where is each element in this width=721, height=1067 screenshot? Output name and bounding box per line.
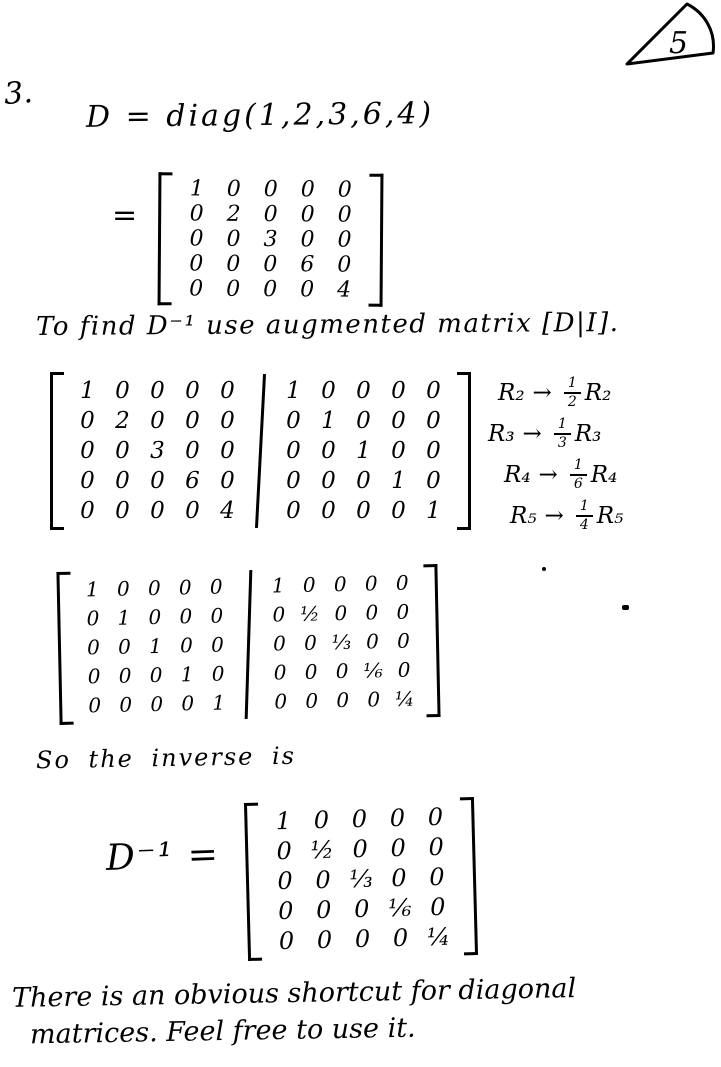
matrix-cell: 0 <box>364 571 378 596</box>
matrix-cell: 0 <box>392 923 409 953</box>
matrix-cell: 0 <box>150 468 165 494</box>
matrix-cell: 0 <box>118 663 132 688</box>
matrix-cell: 0 <box>427 802 444 832</box>
matrix-cell: 0 <box>189 251 204 277</box>
matrix-cell: 0 <box>150 691 164 717</box>
matrix-cell: 1 <box>148 633 163 659</box>
matrix-cell: 0 <box>278 926 295 956</box>
row-op-target: R₅ <box>510 502 537 529</box>
matrix-row <box>70 466 245 496</box>
row-operation <box>504 454 623 495</box>
augmented-right-grid <box>270 372 457 530</box>
ink-dot <box>622 605 629 610</box>
matrix-cell: 0 <box>80 498 95 524</box>
matrix-cell: 4 <box>337 277 352 303</box>
matrix-cell: 0 <box>300 227 315 253</box>
matrix-cell: 1 <box>212 690 226 715</box>
matrix-cell: 0 <box>220 378 235 404</box>
row-operation <box>498 372 623 413</box>
matrix-cell: 0 <box>426 408 441 434</box>
matrix-cell: 0 <box>389 803 406 833</box>
matrix-d-grid <box>172 172 370 306</box>
matrix-cell: 0 <box>226 176 241 202</box>
matrix-cell: 0 <box>304 659 318 684</box>
matrix-cell: 0 <box>150 408 165 434</box>
matrix-cell: 0 <box>226 276 241 302</box>
matrix-row <box>78 659 234 691</box>
matrix-row <box>266 892 457 927</box>
arrow-icon: → <box>538 461 558 488</box>
matrix-cell: 0 <box>365 600 379 625</box>
matrix-cell: 1 <box>189 176 204 202</box>
page-number: 5 <box>669 26 689 61</box>
matrix-cell: 0 <box>185 408 200 434</box>
matrix-cell: 0 <box>429 892 446 922</box>
matrix-cell: ¼ <box>426 922 451 952</box>
matrix-cell: 3 <box>263 226 278 253</box>
augmented-matrix-reduced <box>56 564 440 725</box>
fraction-numerator: 1 <box>564 376 581 394</box>
row-op-source: R₂ <box>584 379 612 406</box>
matrix-cell: 1 <box>275 806 292 836</box>
matrix-cell: 0 <box>300 177 315 203</box>
conclusion-line: So the inverse is <box>35 741 297 775</box>
matrix-cell: 3 <box>150 438 165 464</box>
fraction-denominator: 4 <box>579 516 589 533</box>
matrix-cell: 0 <box>426 468 441 494</box>
matrix-cell: 0 <box>147 575 161 601</box>
right-bracket <box>457 372 471 530</box>
matrix-cell: 0 <box>210 632 225 657</box>
matrix-cell: 0 <box>185 378 200 404</box>
matrix-d-inverse-grid <box>258 797 464 960</box>
matrix-cell: 0 <box>354 924 371 954</box>
matrix-cell: 2 <box>115 408 130 434</box>
matrix-cell: 0 <box>356 408 371 434</box>
matrix-row <box>264 802 455 837</box>
matrix-cell: 0 <box>179 633 194 658</box>
problem-number: 3. <box>2 75 34 112</box>
matrix-cell: 0 <box>276 836 293 866</box>
matrix-cell: 0 <box>210 603 224 628</box>
matrix-cell: 0 <box>263 251 278 278</box>
matrix-cell: 0 <box>226 251 241 277</box>
matrix-row <box>178 251 363 277</box>
augment-divider <box>255 374 266 528</box>
matrix-row <box>70 496 245 526</box>
matrix-cell: 0 <box>356 468 371 494</box>
augmented-left-grid <box>64 372 251 530</box>
matrix-row <box>262 568 418 600</box>
matrix-row <box>276 406 451 436</box>
matrix-cell: 0 <box>335 658 349 684</box>
definition-line: D = diag(1,2,3,6,4) <box>85 96 435 135</box>
matrix-cell: 0 <box>395 570 409 595</box>
matrix-cell: 0 <box>274 689 288 714</box>
matrix-cell: 0 <box>365 629 380 654</box>
matrix-cell: 1 <box>356 438 371 464</box>
matrix-cell: 0 <box>86 635 101 660</box>
row-operation <box>488 413 623 454</box>
matrix-d-inverse <box>244 797 478 961</box>
matrix-cell: 0 <box>426 378 441 404</box>
matrix-cell: 0 <box>115 378 130 404</box>
matrix-cell: 0 <box>336 687 350 713</box>
matrix-cell: 2 <box>226 201 241 227</box>
matrix-row <box>70 436 245 466</box>
fraction-numerator: 1 <box>554 417 571 435</box>
matrix-cell: 0 <box>321 498 336 524</box>
matrix-d <box>158 172 384 307</box>
matrix-cell: 0 <box>286 408 301 434</box>
row-op-source: R₃ <box>574 420 602 447</box>
matrix-cell: 0 <box>356 378 371 404</box>
matrix-cell: 0 <box>391 378 406 404</box>
reduced-left-grid <box>70 568 240 724</box>
matrix-cell: 0 <box>321 438 336 464</box>
matrix-cell: 0 <box>277 866 294 896</box>
matrix-cell: 0 <box>333 571 347 597</box>
matrix-cell: 0 <box>356 498 371 524</box>
matrix-cell: 0 <box>353 894 370 924</box>
matrix-cell: 0 <box>351 804 368 834</box>
matrix-cell: 0 <box>115 498 130 524</box>
matrix-cell: 0 <box>263 201 278 228</box>
matrix-cell: 0 <box>396 599 410 624</box>
matrix-cell: 0 <box>391 438 406 464</box>
matrix-cell: 0 <box>220 408 235 434</box>
matrix-row <box>178 176 363 202</box>
matrix-cell: 0 <box>88 693 102 718</box>
matrix-cell: 0 <box>272 631 287 656</box>
row-op-source: R₄ <box>590 461 618 488</box>
fraction <box>554 417 571 450</box>
matrix-cell: 0 <box>80 438 95 464</box>
matrix-cell: 0 <box>115 438 130 464</box>
matrix-cell: 0 <box>391 408 406 434</box>
row-operations <box>488 372 623 536</box>
matrix-cell: 0 <box>426 438 441 464</box>
matrix-row <box>70 376 245 406</box>
matrix-cell: 0 <box>428 862 445 892</box>
matrix-cell: 0 <box>286 438 301 464</box>
matrix-cell: 0 <box>321 378 336 404</box>
matrix-cell: 0 <box>303 630 318 655</box>
matrix-cell: ⅙ <box>387 893 412 923</box>
row-op-target: R₂ <box>498 379 525 406</box>
matrix-cell: 1 <box>117 605 131 630</box>
matrix-cell: 0 <box>117 634 132 659</box>
matrix-row <box>178 201 363 227</box>
matrix-cell: 0 <box>321 468 336 494</box>
page-number-corner <box>617 0 721 78</box>
matrix-row <box>79 688 235 720</box>
matrix-cell: 0 <box>315 865 332 895</box>
matrix-cell: 0 <box>315 895 332 925</box>
matrix-cell: 1 <box>286 378 301 404</box>
matrix-cell: 0 <box>286 498 301 524</box>
matrix-cell: 0 <box>185 438 200 464</box>
matrix-row <box>264 626 420 658</box>
matrix-cell: 0 <box>189 226 204 252</box>
fraction <box>576 499 593 532</box>
matrix-cell: 0 <box>115 468 130 494</box>
matrix-cell: 0 <box>220 468 235 494</box>
matrix-row <box>276 466 451 496</box>
matrix-cell: 0 <box>367 687 381 712</box>
matrix-cell: ⅙ <box>363 658 384 683</box>
matrix-cell: 0 <box>334 600 348 626</box>
matrix-cell: 0 <box>300 202 315 228</box>
matrix-cell: 1 <box>271 573 285 598</box>
matrix-row <box>77 572 233 604</box>
matrix-cell: 1 <box>391 468 406 494</box>
matrix-row <box>265 684 421 716</box>
matrix-cell: 0 <box>226 226 241 252</box>
matrix-cell: 0 <box>209 574 223 599</box>
augmented-matrix-start <box>50 372 471 530</box>
matrix-cell: 1 <box>85 577 99 602</box>
matrix-cell: 0 <box>220 438 235 464</box>
fraction-numerator: 1 <box>570 458 587 476</box>
matrix-cell: 0 <box>189 276 204 302</box>
matrix-cell: 0 <box>286 468 301 494</box>
matrix-cell: ½ <box>299 601 320 626</box>
matrix-row <box>267 921 458 956</box>
matrix-cell: 6 <box>300 252 315 278</box>
right-bracket <box>460 797 478 955</box>
matrix-cell: 0 <box>337 227 352 253</box>
matrix-cell: 1 <box>426 498 441 524</box>
fraction-denominator: 3 <box>557 434 567 451</box>
right-bracket <box>369 174 384 307</box>
fraction-denominator: 2 <box>567 393 577 410</box>
ink-dot <box>542 567 546 571</box>
matrix-cell: 0 <box>305 688 319 713</box>
fraction-numerator: 1 <box>576 499 593 517</box>
matrix-row <box>276 436 451 466</box>
matrix-cell: 0 <box>181 691 195 716</box>
matrix-cell: 0 <box>86 606 100 631</box>
matrix-cell: 0 <box>263 176 278 203</box>
matrix-cell: 0 <box>178 575 192 600</box>
matrix-row <box>178 276 363 302</box>
matrix-row <box>178 226 363 252</box>
row-op-target: R₃ <box>488 420 515 447</box>
right-bracket <box>423 564 440 717</box>
matrix-row <box>78 630 234 662</box>
matrix-cell: 0 <box>272 602 286 627</box>
matrix-cell: 0 <box>352 834 369 864</box>
matrix-cell: 0 <box>149 662 163 688</box>
matrix-cell: 0 <box>300 277 315 303</box>
matrix-row <box>77 601 233 633</box>
matrix-cell: 0 <box>337 202 352 228</box>
matrix-cell: 0 <box>185 498 200 524</box>
matrix-cell: 0 <box>396 628 411 653</box>
equals-sign: = <box>112 198 138 233</box>
row-op-source: R₅ <box>596 502 624 529</box>
matrix-cell: 0 <box>391 498 406 524</box>
matrix-cell: ⅓ <box>348 864 373 894</box>
matrix-cell: 4 <box>220 498 235 524</box>
footer-note-line2: matrices. Feel free to use it. <box>29 1012 416 1051</box>
matrix-cell: 0 <box>179 604 193 629</box>
row-op-target: R₄ <box>504 461 531 488</box>
matrix-row <box>265 832 456 867</box>
footer-note-line1: There is an obvious shortcut for diagonal <box>11 973 577 1014</box>
matrix-row <box>70 406 245 436</box>
matrix-cell: 6 <box>185 468 200 494</box>
matrix-cell: 0 <box>313 805 330 835</box>
matrix-cell: 0 <box>150 378 165 404</box>
inverse-label: D⁻¹ = <box>105 834 221 879</box>
matrix-cell: 0 <box>150 498 165 524</box>
matrix-row <box>276 496 451 526</box>
matrix-cell: 0 <box>263 276 278 303</box>
fraction <box>564 376 581 409</box>
matrix-cell: 1 <box>321 408 336 434</box>
matrix-cell: 0 <box>390 833 407 863</box>
row-operation <box>510 495 623 536</box>
matrix-cell: 0 <box>316 925 333 955</box>
matrix-cell: 0 <box>119 692 133 717</box>
matrix-row <box>264 655 420 687</box>
matrix-cell: ¼ <box>394 686 415 711</box>
left-bracket <box>50 372 64 530</box>
arrow-icon: → <box>522 420 542 447</box>
fraction-denominator: 6 <box>573 475 583 492</box>
matrix-cell: 0 <box>80 408 95 434</box>
matrix-row <box>263 597 419 629</box>
matrix-cell: 0 <box>397 657 411 682</box>
matrix-cell: 0 <box>390 863 407 893</box>
matrix-cell: ½ <box>310 835 335 865</box>
reduced-right-grid <box>256 564 426 720</box>
matrix-cell: 0 <box>277 896 294 926</box>
fraction <box>570 458 587 491</box>
matrix-cell: 1 <box>80 378 95 404</box>
matrix-cell: 0 <box>189 201 204 227</box>
matrix-cell: 0 <box>337 252 352 278</box>
arrow-icon: → <box>544 502 564 529</box>
matrix-cell: 0 <box>80 468 95 494</box>
matrix-cell: 0 <box>302 572 316 597</box>
matrix-cell: 0 <box>273 660 287 685</box>
arrow-icon: → <box>532 379 552 406</box>
matrix-cell: 1 <box>180 662 194 687</box>
matrix-cell: 0 <box>337 177 352 203</box>
matrix-cell: 0 <box>211 661 225 686</box>
left-bracket <box>158 172 173 305</box>
augment-divider <box>245 570 253 719</box>
matrix-row <box>276 376 451 406</box>
matrix-cell: 0 <box>148 604 162 630</box>
matrix-cell: 0 <box>87 664 101 689</box>
find-inverse-line: To find D⁻¹ use augmented matrix [D|I]. <box>35 307 620 343</box>
matrix-cell: 0 <box>428 832 445 862</box>
matrix-cell: ⅓ <box>331 629 352 655</box>
matrix-cell: 0 <box>116 576 130 601</box>
